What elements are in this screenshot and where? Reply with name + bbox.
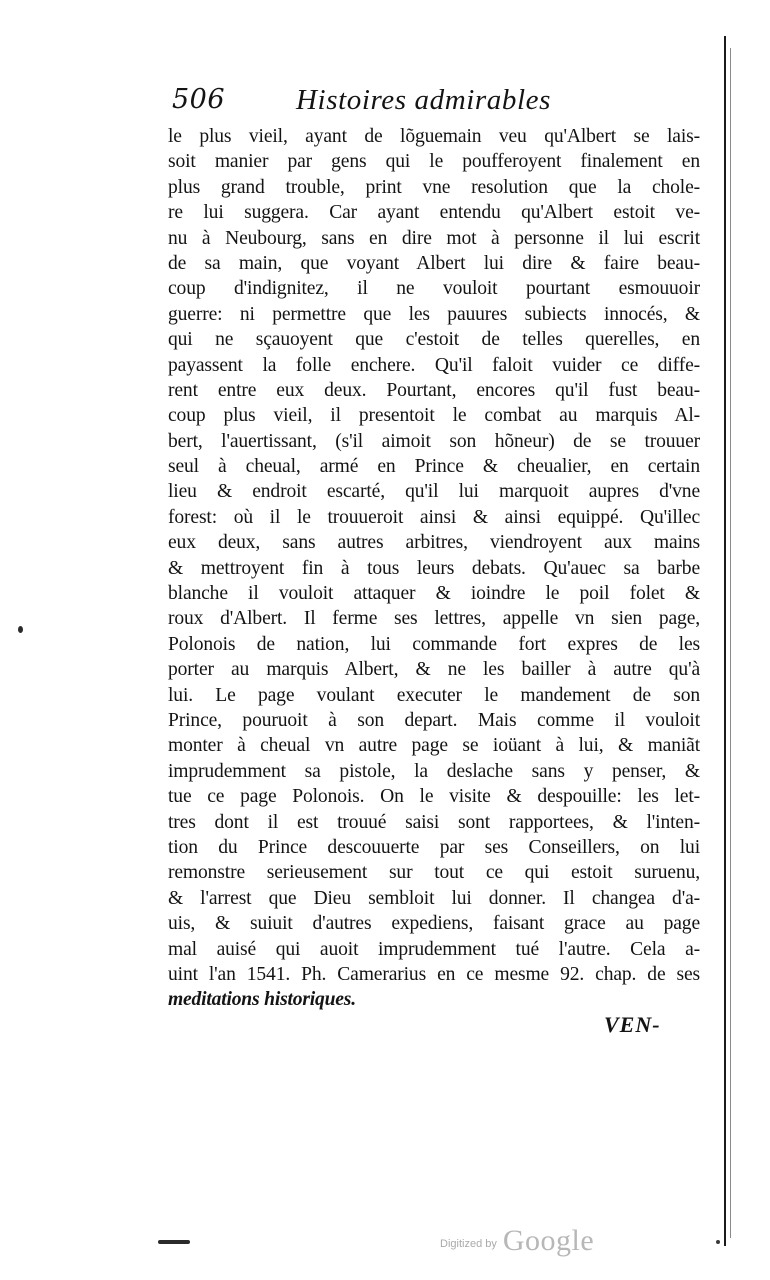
text-line: re lui suggera. Car ayant entendu qu'Albert estoit ve- <box>168 202 700 224</box>
text-line: forest: où il le trouueroit ainsi & ainsi equippé. Qu'illec <box>168 506 700 528</box>
text-line: uis, & suiuit d'autres expediens, faisant grace au page <box>168 913 700 935</box>
bottom-ink-mark <box>158 1240 190 1244</box>
text-line: bert, l'auertissant, (s'il aimoit son hõneur) de se trouuer <box>168 430 700 452</box>
text-line: rent entre eux deux. Pourtant, encores qu'il fust beau- <box>168 379 700 401</box>
margin-ink-speck <box>18 626 23 633</box>
text-line: uint l'an 1541. Ph. Camerarius en ce mesme 92. chap. de ses <box>168 963 700 985</box>
text-line: monter à cheual vn autre page se ioüant à lui, & maniãt <box>168 735 700 757</box>
text-line: tres dont il est trouué saisi sont rapportees, & l'inten- <box>168 811 700 833</box>
text-line: seul à cheual, armé en Prince & cheualier, en certain <box>168 456 700 478</box>
text-line: remonstre serieusement sur tout ce qui estoit suruenu, <box>168 862 700 884</box>
text-line: roux d'Albert. Il ferme ses lettres, appelle vn sien page, <box>168 608 700 630</box>
text-line-last: meditations historiques. <box>168 989 356 1011</box>
text-line: mal auisé qui auoit imprudemment tué l'autre. Cela a- <box>168 938 700 960</box>
google-logo: Google <box>502 1224 595 1257</box>
text-line: & mettroyent fin à tous leurs debats. Qu'auec sa barbe <box>168 557 700 579</box>
watermark-caption: Digitized by <box>440 1238 497 1250</box>
text-line: porter au marquis Albert, & ne les bailler à autre qu'à <box>168 659 700 681</box>
text-line: tion du Prince descouuerte par ses Conseillers, on lui <box>168 836 700 858</box>
body-text <box>168 124 700 1013</box>
text-line: qui ne sçauoyent que c'estoit de telles querelles, en <box>168 329 700 351</box>
text-line: de sa main, que voyant Albert lui dire & faire beau- <box>168 252 700 274</box>
text-line: tue ce page Polonois. On le visite & despouille: les let- <box>168 786 700 808</box>
text-line: imprudemment sa pistole, la deslache sans y penser, & <box>168 760 700 782</box>
text-line: lieu & endroit escarté, qu'il lui marquoit aupres d'vne <box>168 481 700 503</box>
text-line: le plus vieil, ayant de lõguemain veu qu'Albert se lais- <box>168 126 700 147</box>
text-line: guerre: ni permettre que les pauures subiects innocés, & <box>168 303 700 325</box>
digitization-watermark <box>440 1218 594 1258</box>
text-line: nu à Neubourg, sans en dire mot à personne il lui escrit <box>168 227 700 249</box>
corner-ink-speck <box>716 1240 720 1244</box>
text-line: Polonois de nation, lui commande fort expres de les <box>168 633 700 655</box>
catchword: VEN- <box>604 1012 661 1037</box>
page-number: 506 <box>172 84 226 115</box>
running-title: Histoires admirables <box>296 84 552 116</box>
text-line: coup plus vieil, il presentoit le combat au marquis Al- <box>168 405 700 427</box>
text-line: Prince, pouruoit à son depart. Mais comme il vouloit <box>168 709 700 731</box>
text-line: soit manier par gens qui le poufferoyent finalement en <box>168 151 700 173</box>
page-header <box>172 84 692 124</box>
page-edge-rule <box>724 36 726 1246</box>
page-edge-shadow <box>730 48 731 1238</box>
text-line: lui. Le page voulant executer le mandement de son <box>168 684 700 706</box>
text-line: blanche il vouloit attaquer & ioindre le poil folet & <box>168 583 700 605</box>
text-line: payassent la folle enchere. Qu'il faloit vuider ce diffe- <box>168 354 700 376</box>
text-line: eux deux, sans autres arbitres, viendroyent aux mains <box>168 532 700 554</box>
text-line: plus grand trouble, print vne resolution que la chole- <box>168 176 700 198</box>
text-line: & l'arrest que Dieu sembloit lui donner. Il changea d'a- <box>168 887 700 909</box>
text-line: coup d'indignitez, il ne vouloit pourtant esmouuoir <box>168 278 700 300</box>
